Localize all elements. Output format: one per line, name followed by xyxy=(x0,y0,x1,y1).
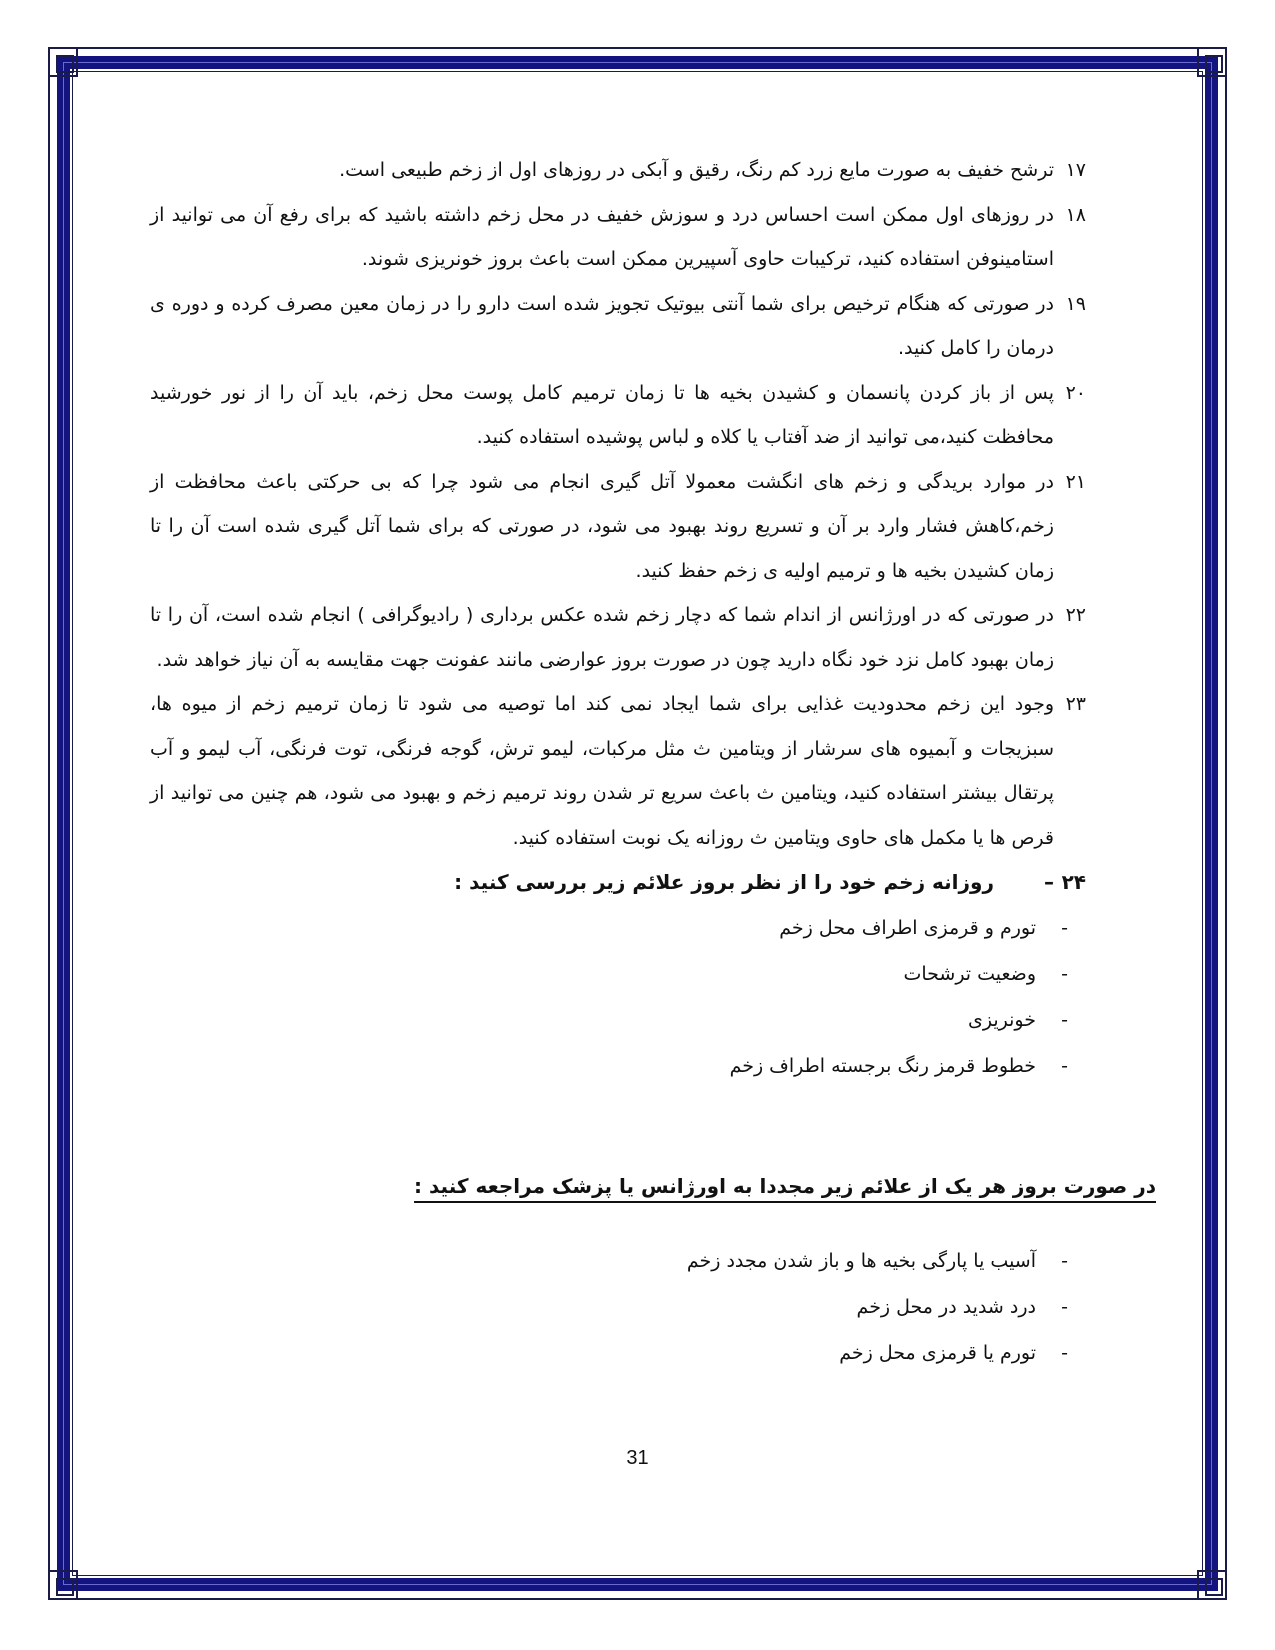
bullet-dash: - xyxy=(1061,1054,1068,1077)
frame-corner-ornament xyxy=(48,47,78,77)
item-text: در موارد بریدگی و زخم های انگشت معمولا آتل گیری انجام می شود چرا که بی حرکتی باعث محافظت از زخم،کاهش فشار وارد بر آن و تسریع روند بهبود می شود، در صورتی که برای شما آتل گیری شده است آن را تا زمان کشیدن بخیه ها و ترمیم اولیه ی زخم حفظ کنید. xyxy=(150,470,1054,582)
alert-sign-text: درد شدید در محل زخم xyxy=(856,1296,1036,1318)
document-body xyxy=(150,148,1156,1376)
sign-item xyxy=(150,997,1068,1043)
item-text: در روزهای اول ممکن است احساس درد و سوزش خفیف در محل زخم داشته باشید که برای رفع آن می توانید از استامینوفن استفاده کنید، ترکیبات حاوی آسپیرین ممکن است باعث بروز خونریزی شوند. xyxy=(150,203,1054,270)
alert-sign-text: آسیب یا پارگی بخیه ها و باز شدن مجدد زخم xyxy=(686,1250,1036,1272)
item-text: پس از باز کردن پانسمان و کشیدن بخیه ها تا زمان ترمیم کامل پوست محل زخم، باید آن را از نور خورشید محافظت کنید،می توانید از ضد آفتاب یا کلاه و لباس پوشیده استفاده کنید. xyxy=(150,381,1054,448)
sign-text: خطوط قرمز رنگ برجسته اطراف زخم xyxy=(729,1054,1036,1077)
bullet-dash: - xyxy=(1061,1008,1068,1031)
item-number: ۲۲ xyxy=(1065,604,1086,626)
list-item xyxy=(150,148,1086,193)
frame-corner-ornament xyxy=(1197,1570,1227,1600)
sign-item xyxy=(150,1043,1068,1089)
item-text: در صورتی که هنگام ترخیص برای شما آنتی بیوتیک تجویز شده است دارو را در زمان معین مصرف کرده و دوره ی درمان را کامل کنید. xyxy=(150,292,1054,359)
item-text: ترشح خفیف به صورت مایع زرد کم رنگ، رقیق و آبکی در روزهای اول از زخم طبیعی است. xyxy=(339,159,1054,181)
bullet-dash: - xyxy=(1061,1296,1068,1318)
bullet-dash: - xyxy=(1061,1342,1068,1364)
alert-sign-text: تورم یا قرمزی محل زخم xyxy=(839,1342,1036,1364)
list-item xyxy=(150,682,1086,860)
item-number: ۱۷ xyxy=(1065,159,1086,181)
list-item xyxy=(150,193,1086,282)
alert-sign-item xyxy=(150,1284,1068,1330)
alert-heading-row xyxy=(150,1164,1156,1209)
alert-signs-list xyxy=(150,1238,1086,1376)
frame-corner-ornament xyxy=(48,1570,78,1600)
sign-text: خونریزی xyxy=(968,1008,1036,1031)
list-item xyxy=(150,282,1086,371)
item-number: ۲۳ xyxy=(1065,693,1086,715)
item-dash: – xyxy=(1044,870,1054,894)
page-number: 31 xyxy=(626,1447,649,1469)
sign-text: وضعیت ترشحات xyxy=(903,962,1036,985)
list-item xyxy=(150,460,1086,594)
alert-sign-item xyxy=(150,1330,1068,1376)
bullet-dash: - xyxy=(1061,962,1068,985)
frame-corner-ornament xyxy=(1197,47,1227,77)
item-number: ۲۱ xyxy=(1065,470,1086,493)
bullet-dash: - xyxy=(1061,916,1068,939)
sign-text: تورم و قرمزی اطراف محل زخم xyxy=(779,916,1036,939)
alert-heading: در صورت بروز هر یک از علائم زیر مجددا به اورژانس یا پزشک مراجعه کنید : xyxy=(414,1173,1156,1198)
item-text: در صورتی که در اورژانس از اندام شما که دچار زخم شده عکس برداری ( رادیوگرافی ) انجام شده است، آن را تا زمان بهبود کامل نزد خود نگاه دارید چون در صورت بروز عوارضی مانند عفونت جهت مقایسه به آن نیاز خواهد شد. xyxy=(150,604,1054,671)
sign-item xyxy=(150,951,1068,997)
item-text: وجود این زخم محدودیت غذایی برای شما ایجاد نمی کند اما توصیه می شود تا زمان ترمیم زخم از میوه ها، سبزیجات و آبمیوه های سرشار از ویتامین ث مثل مرکبات، لیمو ترش، گوجه فرنگی، توت فرنگی، آب لیمو و آب پرتقال بیشتر استفاده کنید، ویتامین ث باعث سریع تر شدن روند ترمیم زخم و بهبود می شود، هم چنین می توانید از قرص ها یا مکمل های حاوی ویتامین ث روزانه یک نوبت استفاده کنید. xyxy=(150,693,1054,849)
alert-sign-item xyxy=(150,1238,1068,1284)
item-number: ۲۰ xyxy=(1065,381,1086,404)
list-item xyxy=(150,593,1086,682)
item-heading-text: روزانه زخم خود را از نظر بروز علائم زیر بررسی کنید : xyxy=(454,870,994,894)
bullet-dash: - xyxy=(1061,1250,1068,1272)
item-number: ۱۹ xyxy=(1065,292,1086,315)
item-number: ۱۸ xyxy=(1065,203,1086,226)
sign-item xyxy=(150,905,1068,951)
list-item-heading xyxy=(150,860,1086,905)
signs-list xyxy=(150,905,1086,1089)
item-number: ۲۴ xyxy=(1061,870,1086,894)
list-item xyxy=(150,371,1086,460)
